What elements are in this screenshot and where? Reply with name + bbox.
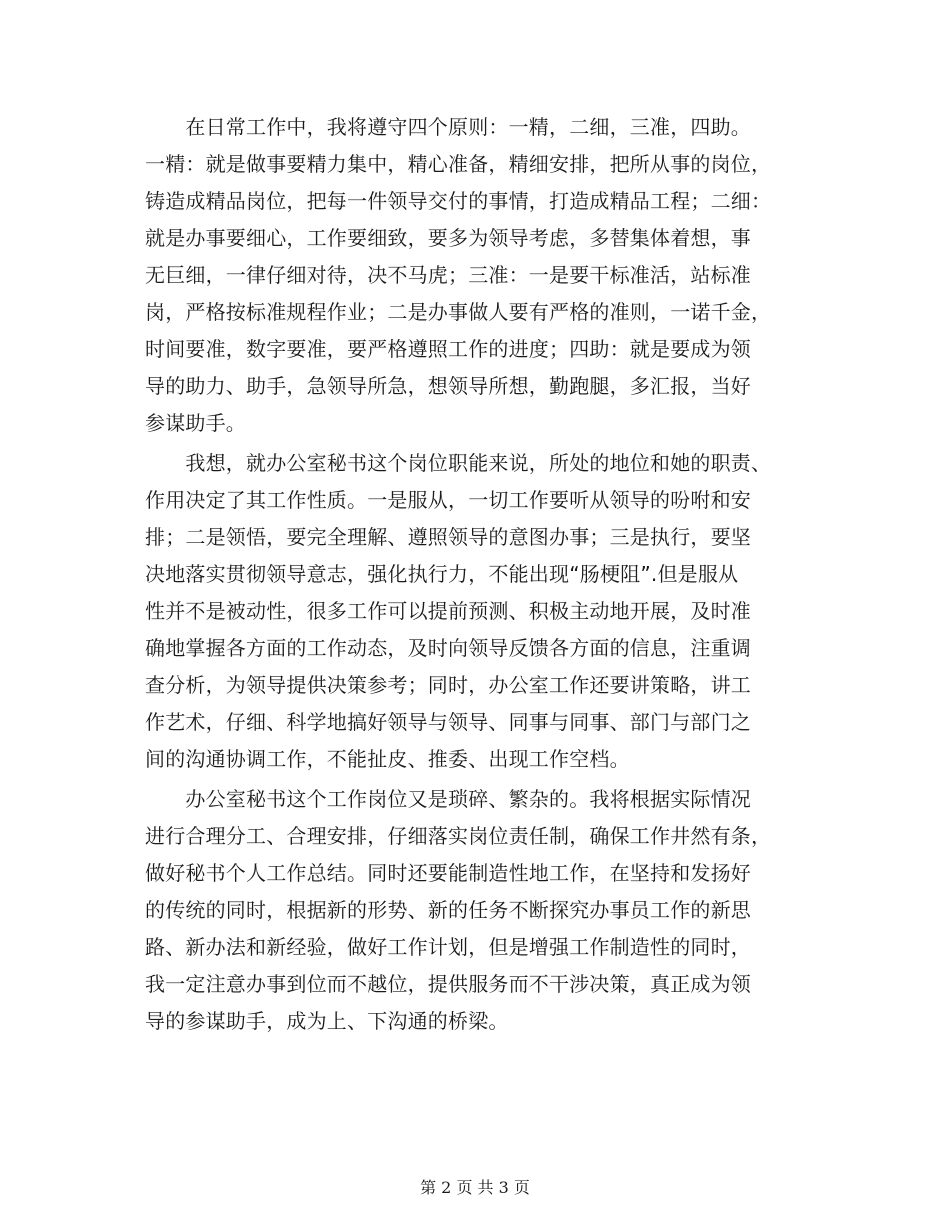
text-line: 排；二是领悟，要完全理解、遵照领导的意图办事；三是执行，要坚 xyxy=(145,525,751,549)
text-line: 导的参谋助手，成为上、下沟通的桥梁。 xyxy=(145,1009,509,1033)
text-line: 办公室秘书这个工作岗位又是琐碎、繁杂的。我将根据实际情况 xyxy=(145,787,751,811)
text-line: 性并不是被动性，很多工作可以提前预测、积极主动地开展，及时准 xyxy=(145,599,751,623)
text-line: 查分析，为领导提供决策参考；同时，办公室工作还要讲策略，讲工 xyxy=(145,673,751,697)
text-line: 一精：就是做事要精力集中，精心准备，精细安排，把所从事的岗位， xyxy=(145,152,772,176)
text-line: 决地落实贯彻领导意志，强化执行力，不能出现“肠梗阻”.但是服从 xyxy=(145,562,739,586)
text-line: 我一定注意办事到位而不越位，提供服务而不干涉决策，真正成为领 xyxy=(145,972,751,996)
text-line: 作用决定了其工作性质。一是服从，一切工作要听从领导的吩咐和安 xyxy=(145,488,751,512)
text-line: 我想，就办公室秘书这个岗位职能来说，所处的地位和她的职责、 xyxy=(145,451,772,475)
text-line: 导的助力、助手，急领导所急，想领导所想，勤跑腿，多汇报，当好 xyxy=(145,374,751,398)
text-line: 参谋助手。 xyxy=(145,411,246,435)
text-line: 做好秘书个人工作总结。同时还要能制造性地工作，在坚持和发扬好 xyxy=(145,861,751,885)
text-line: 就是办事要细心，工作要细致，要多为领导考虑，多替集体着想，事 xyxy=(145,226,751,250)
text-line: 的传统的同时，根据新的形势、新的任务不断探究办事员工作的新思 xyxy=(145,898,751,922)
text-line: 岗，严格按标准规程作业；二是办事做人要有严格的准则，一诺千金， xyxy=(145,300,772,324)
text-line: 在日常工作中，我将遵守四个原则：一精，二细，三准，四助。 xyxy=(145,115,751,139)
text-line: 作艺术，仔细、科学地搞好领导与领导、同事与同事、部门与部门之 xyxy=(145,710,751,734)
text-line: 确地掌握各方面的工作动态，及时向领导反馈各方面的信息，注重调 xyxy=(145,636,751,660)
text-line: 无巨细，一律仔细对待，决不马虎；三准：一是要干标准活，站标准 xyxy=(145,263,751,287)
text-line: 时间要准，数字要准，要严格遵照工作的进度；四助：就是要成为领 xyxy=(145,337,751,361)
text-line: 铸造成精品岗位，把每一件领导交付的事情，打造成精品工程；二细： xyxy=(145,189,772,213)
text-line: 间的沟通协调工作，不能扯皮、推委、出现工作空档。 xyxy=(145,747,630,771)
text-line: 进行合理分工、合理安排，仔细落实岗位责任制，确保工作井然有条， xyxy=(145,824,772,848)
page-number-footer: 第 2 页 共 3 页 xyxy=(420,1178,530,1197)
text-line: 路、新办法和新经验，做好工作计划，但是增强工作制造性的同时， xyxy=(145,935,751,959)
